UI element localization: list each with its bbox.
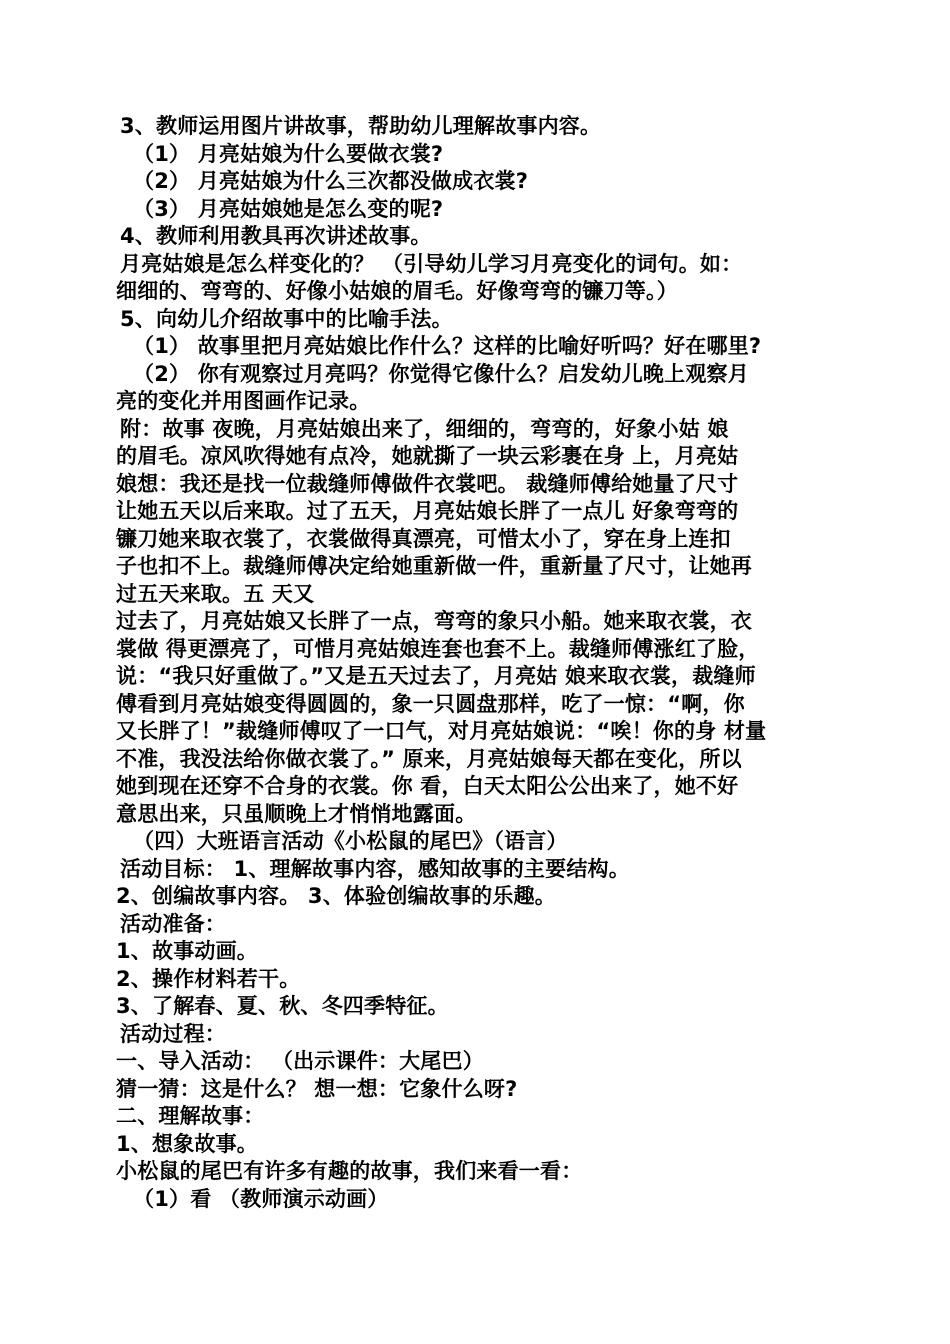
text-line: 傅看到月亮姑娘变得圆圆的，象一只圆盘那样，吃了一惊：“啊，你 — [116, 691, 745, 716]
text-line: 小松鼠的尾巴有许多有趣的故事，我们来看一看： — [116, 1159, 583, 1183]
text-line: 不准，我没法给你做衣裳了。” 原来，月亮姑娘每天都在变化，所以 — [116, 746, 742, 771]
text-line: 子也扣不上。裁缝师傅决定给她重新做一件，重新量了尺寸，让她再 — [116, 554, 752, 578]
text-line: 1、想象故事。 — [116, 1131, 259, 1156]
text-line: 4、教师利用教具再次讲述故事。 — [120, 224, 432, 248]
text-line: 说：“我只好重做了。”又是五天过去了，月亮姑 娘来取衣裳，裁缝师 — [116, 664, 756, 688]
text-line: 意思出来，只虽顺晚上才悄悄地露面。 — [116, 801, 477, 826]
text-line: （2） 月亮姑娘为什么三次都没做成衣裳? — [133, 169, 529, 193]
text-line: 她到现在还穿不合身的衣裳。你 看，白天太阳公公出来了，她不好 — [116, 774, 739, 798]
text-line: 又长胖了！”裁缝师傅叹了一口气，对月亮姑娘说：“唉！你的身 材量 — [116, 719, 767, 743]
text-line: 活动目标： 1、理解故事内容，感知故事的主要结构。 — [120, 856, 630, 881]
text-line: 裳做 得更漂亮了，可惜月亮姑娘连套也套不上。裁缝师傅涨红了脸， — [116, 636, 760, 661]
text-line: 5、向幼儿介绍故事中的比喻手法。 — [120, 306, 453, 331]
section-heading: （四）大班语言活动《小松鼠的尾巴》（语言） — [133, 829, 568, 853]
text-line: 娘想：我还是找一位裁缝师傅做件衣裳吧。 裁缝师傅给她量了尺寸 — [116, 471, 739, 496]
text-line: （1）看 （教师演示动画） — [133, 1186, 389, 1211]
text-line: 2、操作材料若干。 — [116, 966, 301, 991]
text-line: 1、故事动画。 — [116, 939, 259, 963]
text-line: 过去了，月亮姑娘又长胖了一点，弯弯的象只小船。她来取衣裳，衣 — [116, 609, 752, 633]
text-line: 活动过程： — [120, 1021, 226, 1046]
text-line: 让她五天以后来取。过了五天，月亮姑娘长胖了一点儿 好象弯弯的 — [116, 499, 739, 523]
text-line: （1） 故事里把月亮姑娘比作什么？这样的比喻好听吗？好在哪里? — [133, 334, 762, 358]
text-line: 的眉毛。凉风吹得她有点冷，她就撕了一块云彩裹在身 上，月亮姑 — [116, 444, 739, 468]
text-line: 过五天来取。五 天又 — [116, 581, 315, 606]
text-line: 活动准备： — [120, 911, 226, 936]
text-line: （1） 月亮姑娘为什么要做衣裳? — [133, 141, 444, 166]
text-line: 亮的变化并用图画作记录。 — [116, 389, 371, 413]
text-line: 3、了解春、夏、秋、冬四季特征。 — [116, 994, 449, 1018]
document-body — [116, 113, 836, 1213]
text-line: （2） 你有观察过月亮吗？你觉得它像什么？启发幼儿晚上观察月 — [133, 361, 749, 386]
text-line: 附：故事 夜晚，月亮姑娘出来了，细细的，弯弯的，好象小姑 娘 — [120, 416, 729, 441]
text-line: 3、教师运用图片讲故事，帮助幼儿理解故事内容。 — [120, 114, 602, 138]
text-line: 猜一猜：这是什么？ 想一想：它象什么呀? — [116, 1076, 518, 1101]
text-line: 镰刀她来取衣裳了，衣裳做得真漂亮，可惜太小了，穿在身上连扣 — [116, 526, 731, 551]
text-line: 细细的、弯弯的、好像小姑娘的眉毛。好像弯弯的镰刀等。） — [116, 279, 678, 303]
text-line: 2、创编故事内容。 3、体验创编故事的乐趣。 — [116, 884, 556, 908]
text-line: 月亮姑娘是怎么样变化的？ （引导幼儿学习月亮变化的词句。如： — [120, 251, 743, 276]
text-line: 一、导入活动： （出示课件：大尾巴） — [116, 1049, 484, 1073]
text-line: 二、理解故事： — [116, 1104, 265, 1128]
text-line: （3） 月亮姑娘她是怎么变的呢? — [133, 196, 444, 221]
